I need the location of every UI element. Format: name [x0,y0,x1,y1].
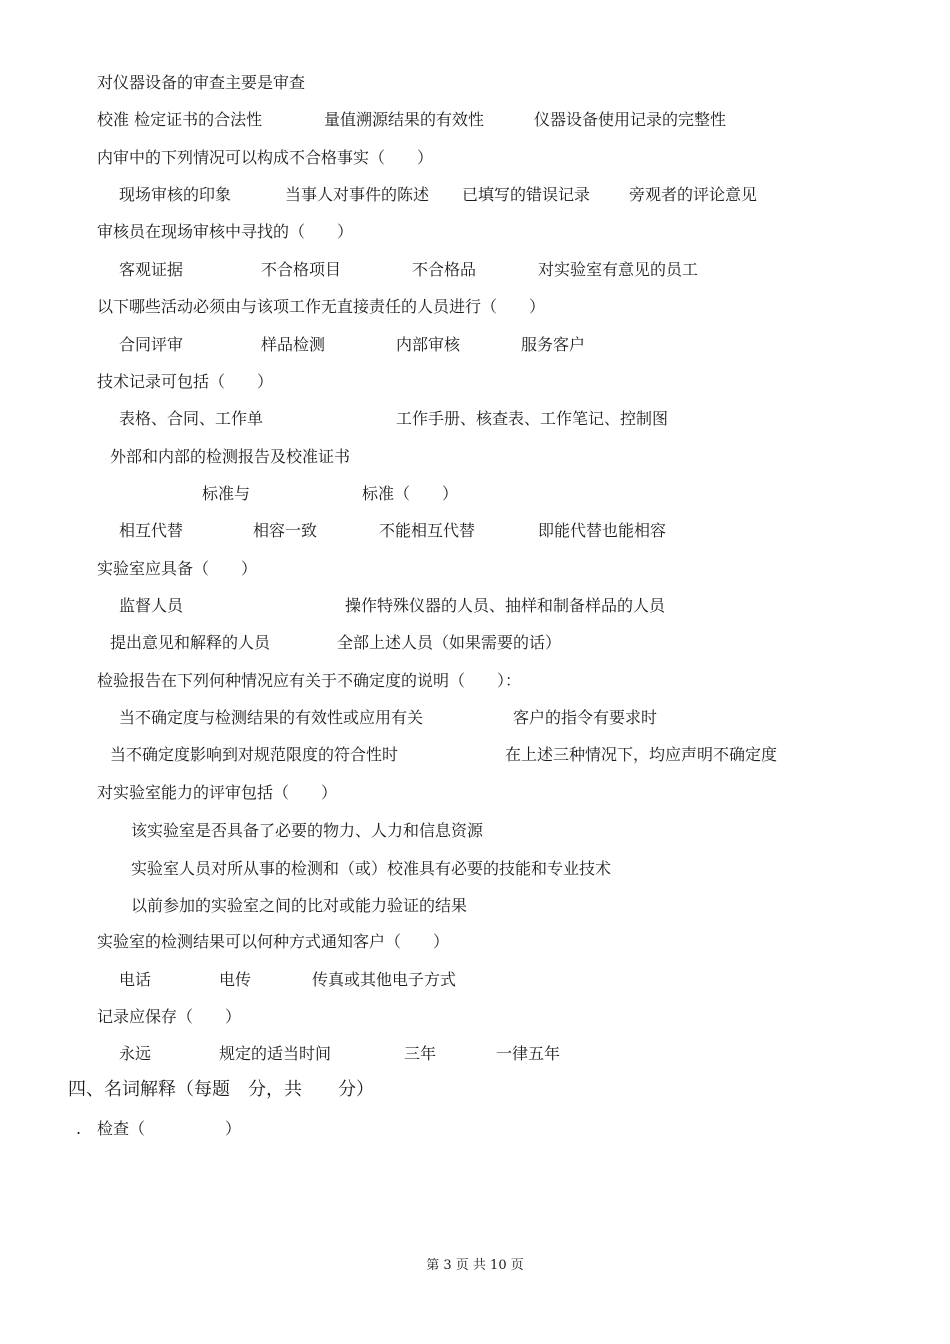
option: 已填写的错误记录 [462,185,591,204]
option: 即能代替也能相容 [538,521,667,540]
option: 实验室人员对所从事的检测和（或）校准具有必要的技能和专业技术 [131,859,612,878]
option: 现场审核的印象 [119,185,232,204]
option: 客观证据 [119,260,184,279]
section-heading: 四、名词解释（每题 分，共 分） [68,1079,374,1100]
option: 不能相互代替 [379,521,476,540]
option: 电话 [119,970,152,989]
option: 内部审核 [396,335,461,354]
option: 一律五年 [496,1044,561,1063]
option: 在上述三种情况下，均应声明不确定度 [505,745,778,764]
option: 当不确定度与检测结果的有效性或应用有关 [119,708,424,727]
option: 监督人员 [119,596,184,615]
question-stem: 以下哪些活动必须由与该项工作无直接责任的人员进行（ ） [97,297,546,316]
option: 该实验室是否具备了必要的物力、人力和信息资源 [131,821,484,840]
option: 旁观者的评论意见 [629,185,758,204]
question-stem: 实验室的检测结果可以何种方式通知客户（ ） [97,932,450,951]
option: 仪器设备使用记录的完整性 [534,110,727,129]
question-stem: 对仪器设备的审查主要是审查 [97,73,306,92]
question-stem: 技术记录可包括（ ） [97,372,274,391]
option: 当不确定度影响到对规范限度的符合性时 [110,745,399,764]
option: 提出意见和解释的人员 [110,633,271,652]
option: 表格、合同、工作单 [119,409,264,428]
option: 三年 [404,1044,437,1063]
option: 合同评审 [119,335,184,354]
option: 当事人对事件的陈述 [285,185,430,204]
option: 不合格项目 [261,260,342,279]
option: 校准 检定证书的合法性 [97,110,263,129]
question-stem: 内审中的下列情况可以构成不合格事实（ ） [97,148,434,167]
question-stem: 记录应保存（ ） [97,1007,242,1026]
page-footer: 第 3 页 共 10 页 [426,1258,524,1273]
option: 样品检测 [261,335,326,354]
option: 外部和内部的检测报告及校准证书 [110,447,351,466]
option: 以前参加的实验室之间的比对或能力验证的结果 [131,896,468,915]
option: 电传 [219,970,252,989]
question-stem: 标准（ ） [362,484,459,503]
option: 服务客户 [521,335,586,354]
option: 相互代替 [119,521,184,540]
option: 传真或其他电子方式 [312,970,457,989]
question-stem: 对实验室能力的评审包括（ ） [97,783,338,802]
option: 全部上述人员（如果需要的话） [337,633,562,652]
option: 对实验室有意见的员工 [538,260,699,279]
question-stem: 审核员在现场审核中寻找的（ ） [97,222,354,241]
option: 操作特殊仪器的人员、抽样和制备样品的人员 [345,596,666,615]
option: 永远 [119,1044,152,1063]
option: 工作手册、核查表、工作笔记、控制图 [396,409,669,428]
question-stem: 检验报告在下列何种情况应有关于不确定度的说明（ ）： [97,671,522,690]
option: 客户的指令有要求时 [513,708,658,727]
term-number: . [76,1119,82,1138]
option: 规定的适当时间 [219,1044,332,1063]
option: 量值溯源结果的有效性 [324,110,485,129]
term-text: 检查（ ） [97,1119,242,1138]
option: 不合格品 [412,260,477,279]
option: 相容一致 [253,521,318,540]
question-stem: 实验室应具备（ ） [97,559,258,578]
question-stem: 标准与 [202,484,251,503]
